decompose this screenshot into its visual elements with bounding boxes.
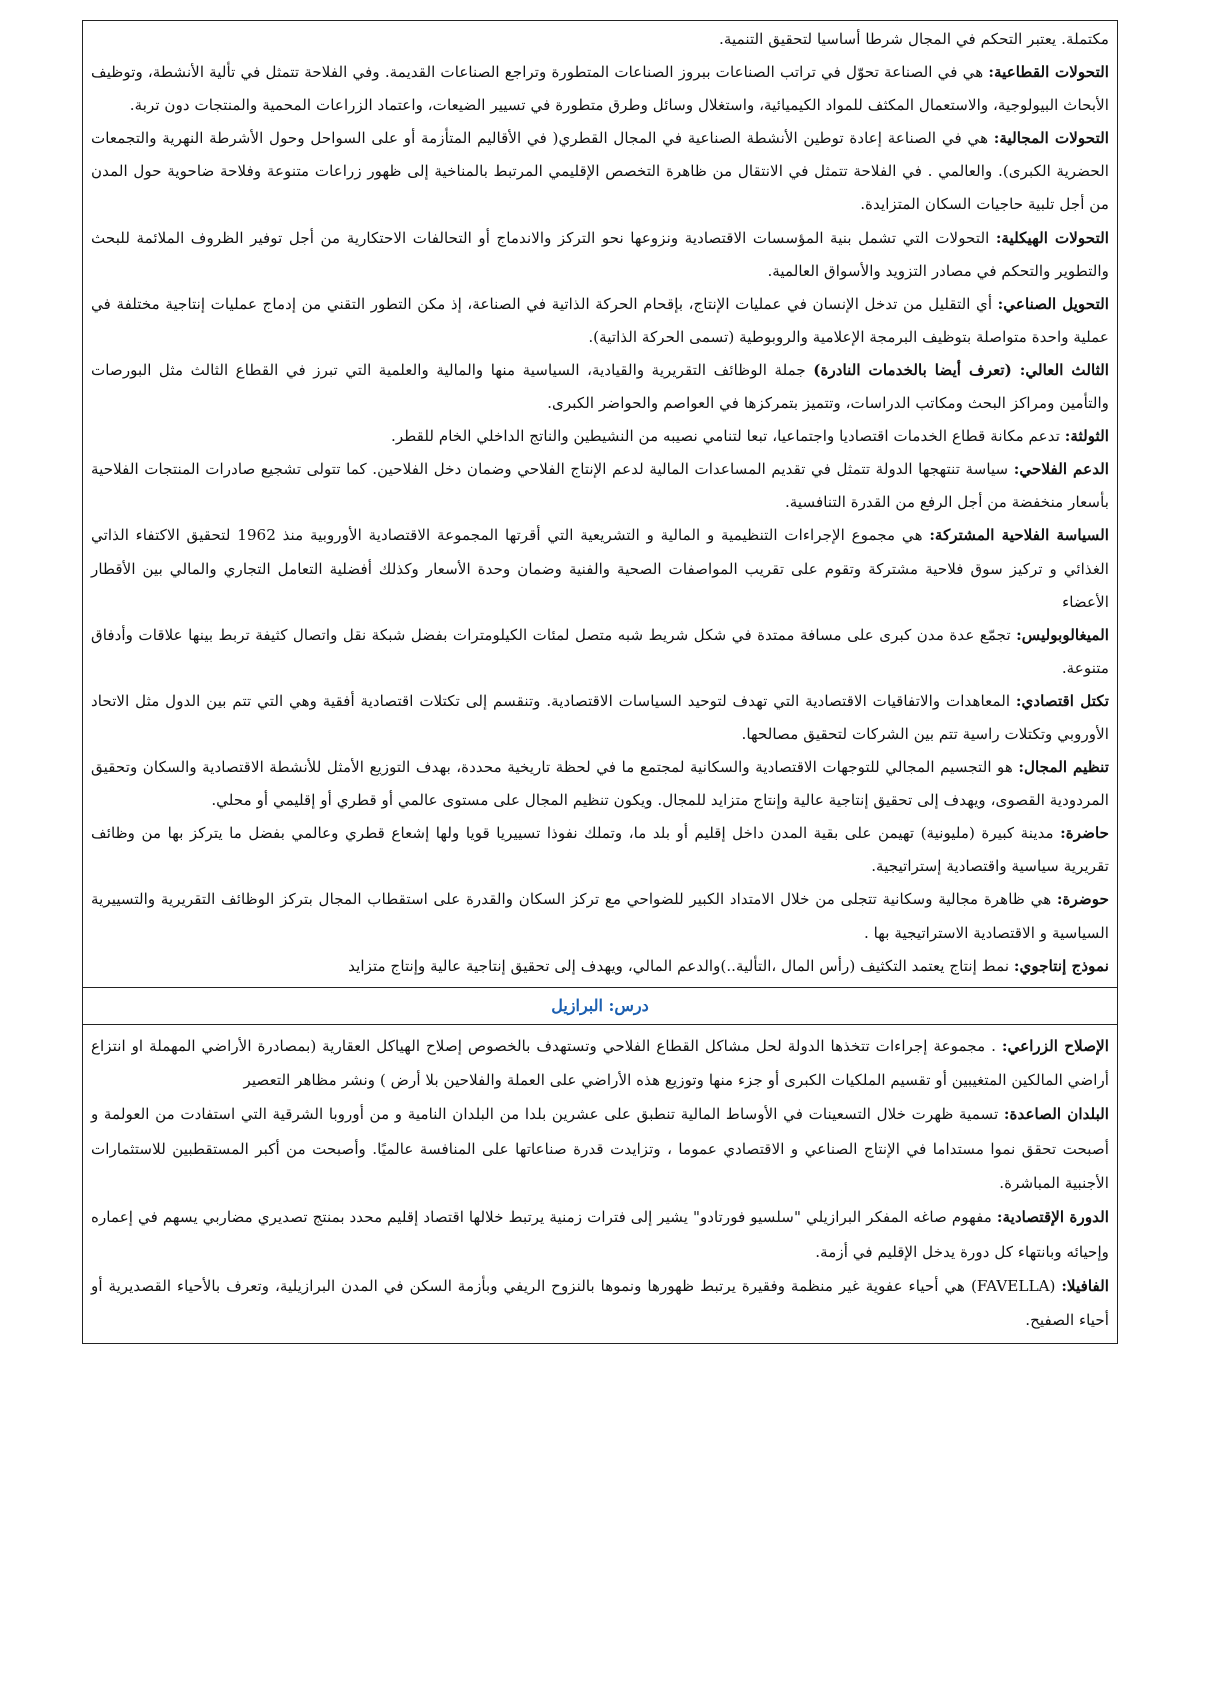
glossary-term: حوضرة: bbox=[1056, 890, 1109, 909]
glossary-entry bbox=[91, 420, 1109, 453]
glossary-term: التحولات المجالية: bbox=[993, 129, 1109, 148]
glossary-term: الدعم الفلاحي: bbox=[1013, 460, 1110, 479]
glossary-definition: أي التقليل من تدخل الإنسان في عمليات الإنتاج، بإقحام الحركة الذاتية في الصناعة، إذ مكن التطور التقني من إدماج عمليات إنتاجية مختلفة في عملية واحدة متواصلة بتوظيف البرمجة الإعلامية والروبوطية (تسمى الحركة الذاتية). bbox=[91, 294, 1109, 346]
glossary-term: الثالث العالي: (تعرف أيضا بالخدمات النادرة) bbox=[813, 360, 1109, 379]
glossary-entry bbox=[91, 222, 1109, 288]
glossary-definition: . مجموعة إجراءات تتخذها الدولة لحل مشاكل القطاع الفلاحي وتستهدف بالخصوص إصلاح الهياكل العقارية (بمصادرة الأراضي المهملة او انتزاع أراضي المالكين المتغيبين أو تقسيم الملكيات الكبرى أو جزء منها وتوزيع هذه الأراضي على العملة والفلاحين بلا أرض ) ونشر مظاهر التعصير bbox=[91, 1036, 1109, 1090]
glossary-entry bbox=[91, 1029, 1109, 1098]
glossary-term: الميغالوبوليس: bbox=[1016, 625, 1110, 644]
glossary-entry bbox=[91, 122, 1109, 221]
glossary-entry bbox=[91, 751, 1109, 817]
glossary-entry bbox=[91, 619, 1109, 685]
glossary-entry bbox=[91, 519, 1109, 618]
glossary-definition: هي ظاهرة مجالية وسكانية تتجلى من خلال الامتداد الكبير للضواحي مع تركز السكان والقدرة على استقطاب المجال بتركز الوظائف التقريرية والتسييرية السياسية و الاقتصادية الاستراتيجية بها . bbox=[91, 890, 1109, 942]
glossary-definition: هي في الصناعة إعادة توطين الأنشطة الصناعية في المجال القطري( في الأقاليم المتأزمة أو على السواحل وحول الأشرطة النهرية والتجمعات الحضرية الكبرى). والعالمي . في الفلاحة تتمثل في الانتقال من ظاهرة التخصص الإقليمي المرتبط بالمناخية إلى ظهور زراعات متنوعة وفلاحة ضاحوية حول المدن من أجل تلبية حاجيات السكان المتزايدة. bbox=[91, 129, 1109, 214]
glossary-definition: هي في الصناعة تحوّل في تراتب الصناعات ببروز الصناعات المتطورة وتراجع الصناعات القديمة. وفي الفلاحة تتمثل في تألية الأنشطة، وتوظيف الأبحاث البيولوجية، والاستعمال المكثف للمواد الكيميائية، واستغلال وسائل وطرق متطورة في تسيير الضيعات، واعتماد الزراعات المحمية والمنتجات دون تربة. bbox=[91, 63, 1109, 115]
glossary-term: نموذج إنتاجوي: bbox=[1013, 956, 1109, 975]
glossary-definition: تدعم مكانة قطاع الخدمات اقتصاديا واجتماعيا، تبعا لتنامي نصيبه من النشيطين والناتج الداخلي الخام للقطر. bbox=[391, 427, 1060, 446]
glossary-term: تكتل اقتصادي: bbox=[1015, 691, 1109, 710]
glossary-definition: مفهوم صاغه المفكر البرازيلي "سلسيو فورتادو" يشير إلى فترات زمنية يرتبط خلالها اقتصاد إقليم محدد بمنتج تصديري مضاربي يسهم في إعماره وإحيائه وبانتهاء كل دورة يدخل الإقليم في أزمة. bbox=[91, 1208, 1109, 1261]
glossary-box-2 bbox=[82, 1025, 1118, 1345]
glossary-entry bbox=[91, 56, 1109, 122]
glossary-definition: المعاهدات والاتفاقيات الاقتصادية التي تهدف لتوحيد السياسات الاقتصادية. وتنقسم إلى تكتلات اقتصادية أفقية وهي التي تتم بين الدول مثل الاتحاد الأوروبي وتكتلات راسية تتم بين الشركات لتحقيق مصالحها. bbox=[91, 691, 1109, 743]
glossary-term: التحولات القطاعية: bbox=[988, 63, 1109, 82]
glossary-definition: سياسة تنتهجها الدولة تتمثل في تقديم المساعدات المالية لدعم الإنتاج الفلاحي وضمان دخل الفلاحين. كما تتولى تشجيع صادرات المنتجات الفلاحية بأسعار منخفضة من أجل الرفع من القدرة التنافسية. bbox=[91, 460, 1109, 512]
glossary-definition: (FAVELLA) هي أحياء عفوية غير منظمة وفقيرة يرتبط ظهورها ونموها بالنزوح الريفي وبأزمة السكن في المدن البرازيلية، وتعرف بالأحياء القصديرية أو أحياء الصفيح. bbox=[91, 1276, 1109, 1330]
glossary-entry bbox=[91, 23, 1109, 56]
glossary-entry bbox=[91, 950, 1109, 983]
glossary-entry bbox=[91, 288, 1109, 354]
glossary-box-1 bbox=[82, 20, 1118, 988]
glossary-definition: جملة الوظائف التقريرية والقيادية، السياسية منها والمالية والعلمية التي تبرز في القطاع الثالث مثل البورصات والتأمين ومراكز البحث ومكاتب الدراسات، وتتميز بتمركزها في العواصم والحواضر الكبرى. bbox=[91, 360, 1109, 413]
glossary-definition: هي مجموع الإجراءات التنظيمية و المالية و التشريعية التي أقرتها المجموعة الاقتصادية الأوروبية منذ 1962 لتحقيق الاكتفاء الذاتي الغذائي و تركيز سوق فلاحية مشتركة وتقوم على تقريب المواصفات الصحية والفنية وضمان وحدة الأسعار وكذلك أفضلية التعامل التجاري والمالي بين الأقطار الأعضاء bbox=[91, 526, 1109, 611]
entries-list-1 bbox=[91, 23, 1109, 983]
glossary-term: البلدان الصاعدة: bbox=[1003, 1105, 1109, 1124]
glossary-entry bbox=[91, 883, 1109, 949]
glossary-entry bbox=[91, 453, 1109, 519]
glossary-term: التحويل الصناعي: bbox=[997, 294, 1110, 313]
glossary-definition: التحولات التي تشمل بنية المؤسسات الاقتصادية ونزوعها نحو التركز والاندماج أو التحالفات الاحتكارية من أجل توفير الظروف الملائمة للبحث والتطوير والتحكم في مصادر التزويد والأسواق العالمية. bbox=[91, 228, 1109, 280]
glossary-entry bbox=[91, 1269, 1109, 1338]
glossary-definition: نمط إنتاج يعتمد التكثيف (رأس المال ،التألية..)والدعم المالي، ويهدف إلى تحقيق إنتاجية عالية وإنتاج متزايد bbox=[348, 956, 1010, 975]
glossary-entry bbox=[91, 354, 1109, 420]
glossary-term: التحولات الهيكلية: bbox=[995, 228, 1109, 247]
glossary-entry bbox=[91, 1200, 1109, 1269]
glossary-entry bbox=[91, 817, 1109, 883]
glossary-definition: مدينة كبيرة (مليونية) تهيمن على بقية المدن داخل إقليم أو بلد ما، وتملك نفوذا تسييريا قويا ولها إشعاع قطري وعالمي بفضل ما يتركز بها من وظائف تقريرية سياسية واقتصادية إستراتيجية. bbox=[91, 824, 1109, 876]
glossary-term: الثولثة: bbox=[1064, 427, 1109, 446]
entries-list-2 bbox=[91, 1029, 1109, 1338]
glossary-definition: هو التجسيم المجالي للتوجهات الاقتصادية والسكانية لمجتمع ما في لحظة تاريخية محددة، بهدف التوزيع الأمثل للأنشطة الاقتصادية والسكان وتحقيق المردودية القصوى، ويهدف إلى تحقيق إنتاجية عالية وإنتاج متزايد للمجال. ويكون تنظيم المجال على مستوى عالمي أو قطري أو إقليمي أو محلي. bbox=[91, 758, 1109, 810]
glossary-term: حاضرة: bbox=[1060, 824, 1109, 843]
glossary-entry bbox=[91, 1097, 1109, 1200]
glossary-term: الفافيلا: bbox=[1061, 1276, 1109, 1295]
glossary-term: الدورة الإقتصادية: bbox=[996, 1208, 1110, 1227]
glossary-term: الإصلاح الزراعي: bbox=[1001, 1036, 1109, 1055]
glossary-entry bbox=[91, 685, 1109, 751]
glossary-definition: مكتملة. يعتبر التحكم في المجال شرطا أساسيا لتحقيق التنمية. bbox=[719, 30, 1109, 48]
glossary-definition: تسمية ظهرت خلال التسعينات في الأوساط المالية تنطبق على عشرين بلدا من البلدان النامية و من أوروبا الشرقية التي استفادت من العولمة و أصبحت تحقق نموا مستداما في الإنتاج الصناعي و الاقتصادي عموما ، وتزايدت قدرة صناعاتها على المنافسة عالميًا. وأصبحت من أكبر المستقطبين للاستثمارات الأجنبية المباشرة. bbox=[91, 1105, 1109, 1192]
glossary-term: السياسة الفلاحية المشتركة: bbox=[929, 526, 1110, 545]
lesson-heading: درس: البرازيل bbox=[82, 988, 1118, 1025]
glossary-term: تنظيم المجال: bbox=[1018, 758, 1109, 777]
glossary-page bbox=[82, 20, 1118, 1344]
glossary-definition: تجمّع عدة مدن كبرى على مسافة ممتدة في شكل شريط شبه متصل لمئات الكيلومترات بفضل شبكة نقل واتصال كثيفة تربط بينها علاقات وأدفاق متنوعة. bbox=[91, 625, 1109, 677]
